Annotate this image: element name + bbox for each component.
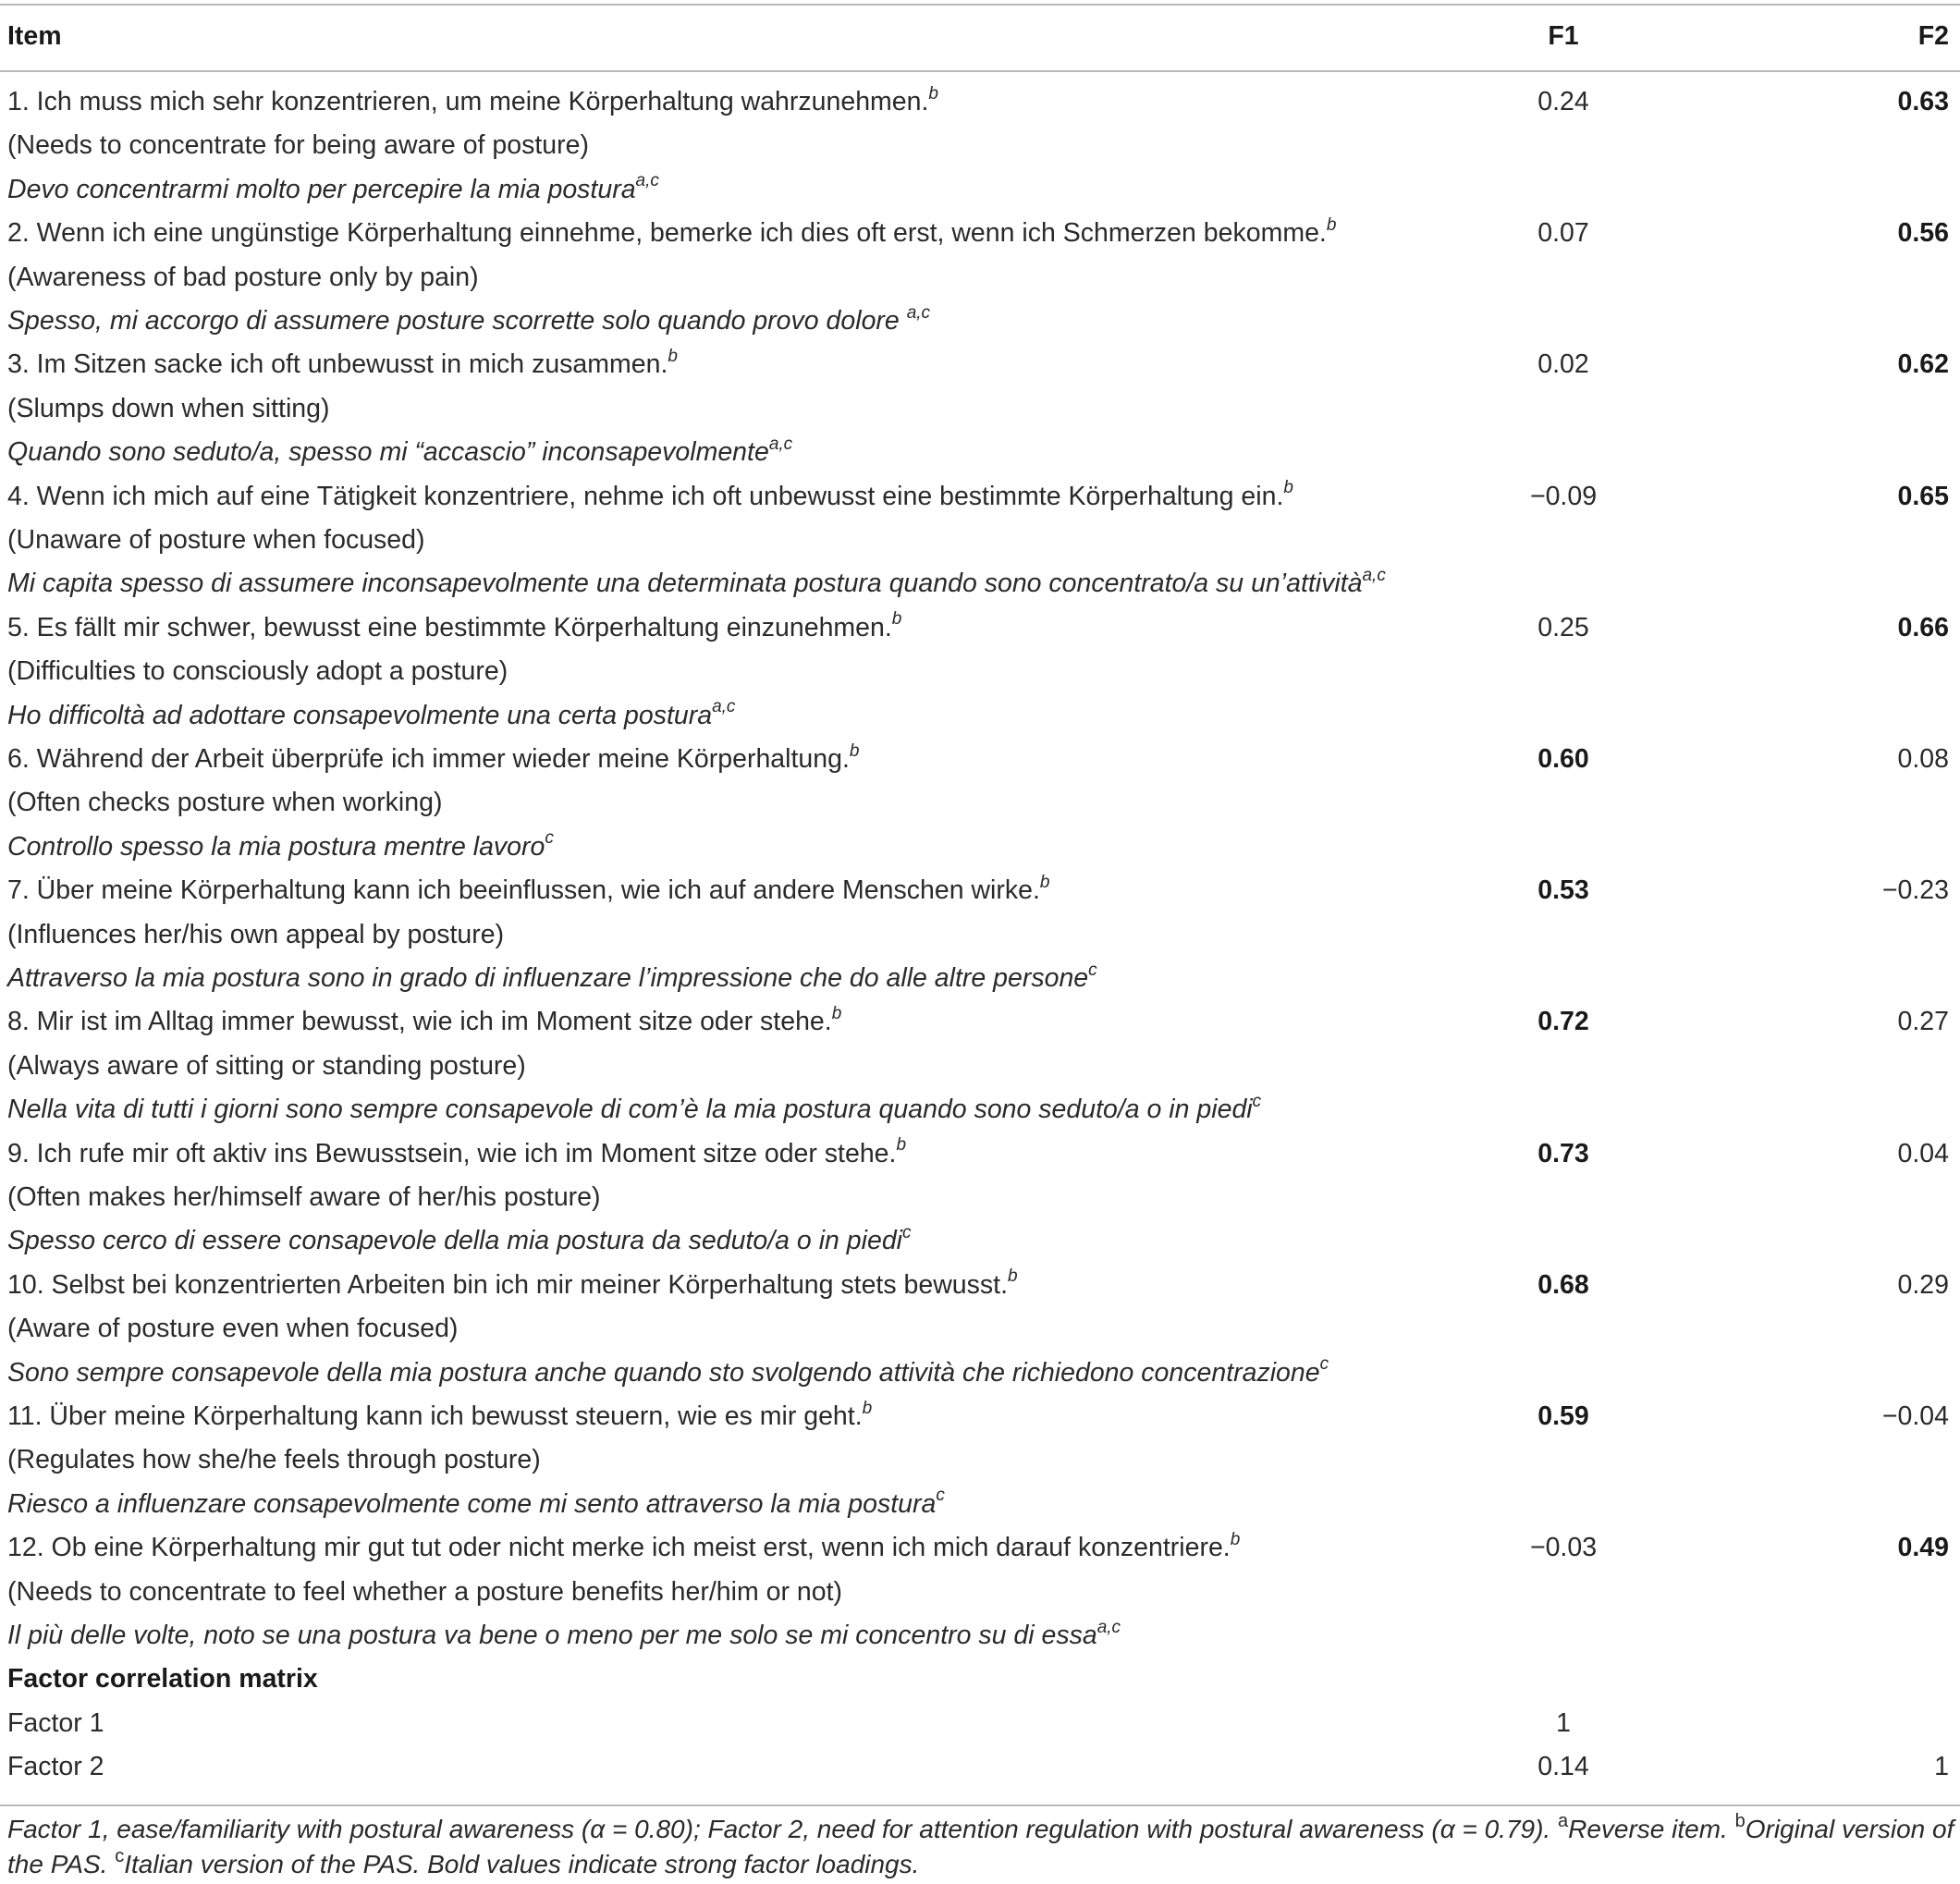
bottom-rule: [0, 1804, 1960, 1806]
item-italian: [7, 168, 659, 212]
item-german-sup: b: [1326, 214, 1337, 235]
item-italian: [7, 1219, 912, 1263]
loading-f2: 0.04: [1897, 1138, 1949, 1168]
item-english: (Often checks posture when working): [7, 788, 443, 818]
item-german-sup: b: [928, 83, 938, 104]
item-english: (Awareness of bad posture only by pain): [7, 262, 479, 292]
item-italian: [7, 694, 735, 738]
factor-label: Factor 1: [7, 1707, 104, 1738]
table-row: [0, 1438, 1960, 1482]
table-row: [0, 781, 1960, 825]
item-german: [7, 475, 1293, 519]
item-german-text: 6. Während der Arbeit überprüfe ich immer wieder meine Körperhaltung.: [7, 744, 850, 774]
loading-f1: 0.73: [1537, 1138, 1589, 1168]
item-german: [7, 869, 1049, 912]
loading-f1: 0.02: [1537, 349, 1589, 380]
table-row: [0, 694, 1960, 738]
footnote-text-2: Reverse item.: [1568, 1815, 1735, 1843]
top-rule: [0, 4, 1960, 6]
loading-f1: 0.53: [1537, 875, 1589, 906]
loading-f1: 0.68: [1537, 1269, 1589, 1300]
table-row: [0, 1395, 1960, 1438]
table-row: [0, 1000, 1960, 1044]
item-italian-text: Il più delle volte, noto se una postura va bene o meno per me solo se mi concentro su di essa: [7, 1621, 1097, 1650]
table-row: [0, 343, 1960, 386]
table-row: [0, 168, 1960, 212]
correlation-f1: 1: [1556, 1707, 1571, 1738]
item-english: (Difficulties to consciously adopt a posture): [7, 656, 508, 687]
item-german-text: 1. Ich muss mich sehr konzentrieren, um meine Körperhaltung wahrzunehmen.: [7, 87, 929, 116]
item-german-text: 12. Ob eine Körperhaltung mir gut tut oder nicht merke ich meist erst, wenn ich mich darauf konzentriere.: [7, 1533, 1231, 1563]
table-row: [0, 1483, 1960, 1526]
item-italian-text: Ho difficoltà ad adottare consapevolmente una certa postura: [7, 700, 713, 730]
item-italian-text: Devo concentrarmi molto per percepire la mia postura: [7, 174, 636, 204]
table-row: [0, 1045, 1960, 1088]
item-german: [7, 80, 938, 124]
item-italian-text: Controllo spesso la mia postura mentre lavoro: [7, 831, 545, 862]
loading-f1: 0.24: [1537, 87, 1589, 116]
table-row: [0, 1176, 1960, 1219]
item-german: [7, 343, 678, 386]
footnote-text-1: Factor 1, ease/familiarity with postural awareness (α = 0.80); Factor 2, need for attention regulation with postural awareness (α = 0.79).: [7, 1815, 1558, 1843]
item-english: (Unaware of posture when focused): [7, 525, 425, 555]
item-german-sup: b: [1039, 872, 1050, 892]
table-row: [0, 431, 1960, 474]
item-italian-text: Spesso, mi accorgo di assumere posture scorrette solo quando provo dolore: [7, 306, 907, 336]
table-row: [0, 1132, 1960, 1176]
item-italian-sup: c: [902, 1222, 912, 1242]
footnote-text-4: Italian version of the PAS. Bold values indicate strong factor loadings.: [124, 1850, 920, 1878]
loading-f2: 0.62: [1897, 349, 1949, 380]
table-row: [0, 606, 1960, 650]
loading-f2: 0.49: [1897, 1533, 1949, 1563]
item-italian: [7, 431, 792, 474]
item-german-text: 8. Mir ist im Alltag immer bewusst, wie ich im Moment sitze oder stehe.: [7, 1007, 832, 1037]
item-english: (Needs to concentrate for being aware of posture): [7, 130, 589, 161]
table-row: [0, 1088, 1960, 1132]
item-english: (Aware of posture even when focused): [7, 1314, 459, 1344]
table-row: [0, 738, 1960, 781]
table-row: [0, 124, 1960, 167]
correlation-heading-row: [0, 1658, 1960, 1701]
loading-f1: 0.60: [1537, 744, 1589, 774]
item-german: [7, 1264, 1018, 1307]
item-german-sup: b: [896, 1135, 907, 1156]
table-row: [0, 913, 1960, 957]
loading-f2: 0.27: [1897, 1007, 1949, 1037]
item-italian: [7, 1352, 1329, 1395]
item-german-sup: b: [891, 609, 902, 630]
table-row: [0, 826, 1960, 869]
item-german-text: 7. Über meine Körperhaltung kann ich beeinflussen, wie ich auf andere Menschen wirke.: [7, 875, 1040, 906]
item-german-sup: b: [849, 740, 860, 761]
item-german-text: 5. Es fällt mir schwer, bewusst eine bestimmte Körperhaltung einzunehmen.: [7, 612, 892, 642]
item-german: [7, 1526, 1240, 1570]
loading-f1: 0.59: [1537, 1401, 1589, 1431]
table-row: [0, 1571, 1960, 1614]
correlation-row: [0, 1745, 1960, 1789]
header-rule: [0, 70, 1960, 72]
table-row: [0, 1352, 1960, 1395]
footnote-sup-c: c: [115, 1845, 125, 1866]
header-item: Item: [7, 21, 62, 51]
item-italian-sup: a,c: [768, 434, 793, 454]
item-english: (Slumps down when sitting): [7, 393, 330, 423]
correlation-f2: 1: [1934, 1752, 1949, 1782]
item-german-text: 9. Ich rufe mir oft aktiv ins Bewusstsein, wie ich im Moment sitze oder stehe.: [7, 1138, 897, 1168]
item-italian-sup: a,c: [1096, 1617, 1121, 1637]
item-english: (Needs to concentrate to feel whether a posture benefits her/him or not): [7, 1576, 842, 1607]
table-header: [0, 15, 1960, 58]
item-german-text: 3. Im Sitzen sacke ich oft unbewusst in mich zusammen.: [7, 349, 668, 380]
table-row: [0, 1219, 1960, 1263]
item-italian: [7, 1088, 1261, 1132]
footnote-sup-a: a: [1557, 1810, 1569, 1831]
item-italian: [7, 957, 1097, 1000]
table-row: [0, 519, 1960, 562]
footnote-sup-b: b: [1734, 1810, 1746, 1831]
item-english: (Regulates how she/he feels through posture): [7, 1445, 541, 1475]
item-italian-text: Mi capita spesso di assumere inconsapevolmente una determinata postura quando sono concentrato/a su un’attività: [7, 569, 1363, 599]
item-italian: [7, 1614, 1121, 1658]
correlation-heading: Factor correlation matrix: [7, 1664, 318, 1694]
loading-f2: −0.04: [1881, 1401, 1949, 1431]
item-italian: [7, 826, 554, 869]
item-german: [7, 212, 1336, 255]
factor-label: Factor 2: [7, 1752, 104, 1782]
item-italian: [7, 562, 1386, 606]
item-italian-sup: a,c: [1362, 565, 1386, 585]
item-german-sup: b: [831, 1003, 842, 1023]
item-german-sup: b: [862, 1398, 873, 1418]
loading-f2: 0.29: [1897, 1269, 1949, 1300]
correlation-row: [0, 1702, 1960, 1745]
item-german-sup: b: [1007, 1266, 1018, 1287]
header-f1: F1: [1548, 21, 1579, 51]
item-german-sup: b: [1230, 1529, 1241, 1549]
item-italian-sup: a,c: [712, 697, 736, 717]
header-f2: F2: [1917, 21, 1949, 51]
loading-f1: 0.25: [1537, 612, 1589, 642]
item-italian-text: Riesco a influenzare consapevolmente come mi sento attraverso la mia postura: [7, 1488, 937, 1519]
item-italian-sup: c: [545, 828, 554, 849]
item-english: (Always aware of sitting or standing posture): [7, 1050, 526, 1081]
table-row: [0, 562, 1960, 606]
item-italian-text: Sono sempre consapevole della mia postura anche quando sto svolgendo attività che richiedono concentrazione: [7, 1357, 1320, 1388]
loading-f1: −0.09: [1529, 481, 1598, 511]
item-italian-text: Attraverso la mia postura sono in grado di influenzare l’impressione che do alle altre persone: [7, 963, 1089, 993]
loading-f2: 0.63: [1897, 87, 1949, 116]
table-row: [0, 869, 1960, 912]
item-italian-sup: c: [1319, 1354, 1329, 1375]
item-german: [7, 1132, 906, 1176]
item-german-text: 4. Wenn ich mich auf eine Tätigkeit konzentriere, nehme ich oft unbewusst eine bestimmte Körperhaltung ein.: [7, 481, 1284, 511]
item-german-sup: b: [668, 346, 678, 366]
table-row: [0, 1264, 1960, 1307]
table-row: [0, 1526, 1960, 1570]
item-english: (Often makes her/himself aware of her/his posture): [7, 1182, 601, 1212]
table-row: [0, 475, 1960, 519]
table-footnote: [7, 1812, 1958, 1882]
table-row: [0, 650, 1960, 693]
item-german: [7, 1000, 841, 1044]
item-italian-text: Spesso cerco di essere consapevole della mia postura da seduto/a o in piedi: [7, 1226, 903, 1256]
item-italian-text: Nella vita di tutti i giorni sono sempre consapevole di com’è la mia postura quando sono seduto/a o in piedi: [7, 1095, 1253, 1125]
item-italian: [7, 300, 930, 343]
correlation-f1: 0.14: [1537, 1752, 1589, 1782]
item-german-sup: b: [1283, 478, 1293, 498]
table-row: [0, 1307, 1960, 1351]
item-german: [7, 738, 859, 781]
loading-f2: 0.08: [1897, 744, 1949, 774]
item-italian-sup: c: [936, 1486, 945, 1506]
loading-f1: 0.72: [1537, 1007, 1589, 1037]
loading-f1: 0.07: [1537, 218, 1589, 249]
table-row: [0, 387, 1960, 431]
item-german-text: 11. Über meine Körperhaltung kann ich bewusst steuern, wie es mir geht.: [7, 1401, 863, 1431]
item-german-text: 10. Selbst bei konzentrierten Arbeiten bin ich mir meiner Körperhaltung stets bewusst.: [7, 1269, 1008, 1300]
item-italian-sup: c: [1252, 1091, 1262, 1111]
item-italian-sup: c: [1088, 960, 1097, 980]
table-row: [0, 256, 1960, 300]
loading-f2: 0.66: [1897, 612, 1949, 642]
loading-f2: −0.23: [1881, 875, 1949, 906]
table-row: [0, 957, 1960, 1000]
table-row: [0, 212, 1960, 255]
item-english: (Influences her/his own appeal by posture): [7, 919, 505, 949]
item-italian: [7, 1483, 945, 1526]
item-german: [7, 606, 901, 650]
table-row: [0, 300, 1960, 343]
table-row: [0, 1614, 1960, 1658]
item-german: [7, 1395, 872, 1438]
item-italian-sup: a,c: [635, 171, 659, 191]
table-row: [0, 80, 1960, 124]
footnote-text-3: Original version of the PAS.: [7, 1815, 1954, 1878]
loading-f2: 0.56: [1897, 218, 1949, 249]
item-italian-sup: a,c: [906, 302, 931, 323]
loading-f1: −0.03: [1529, 1533, 1598, 1563]
item-italian-text: Quando sono seduto/a, spesso mi “accascio” inconsapevolmente: [7, 437, 769, 468]
item-german-text: 2. Wenn ich eine ungünstige Körperhaltung einnehme, bemerke ich dies oft erst, wenn ich Schmerzen bekomme.: [7, 218, 1327, 249]
loading-f2: 0.65: [1897, 481, 1949, 511]
